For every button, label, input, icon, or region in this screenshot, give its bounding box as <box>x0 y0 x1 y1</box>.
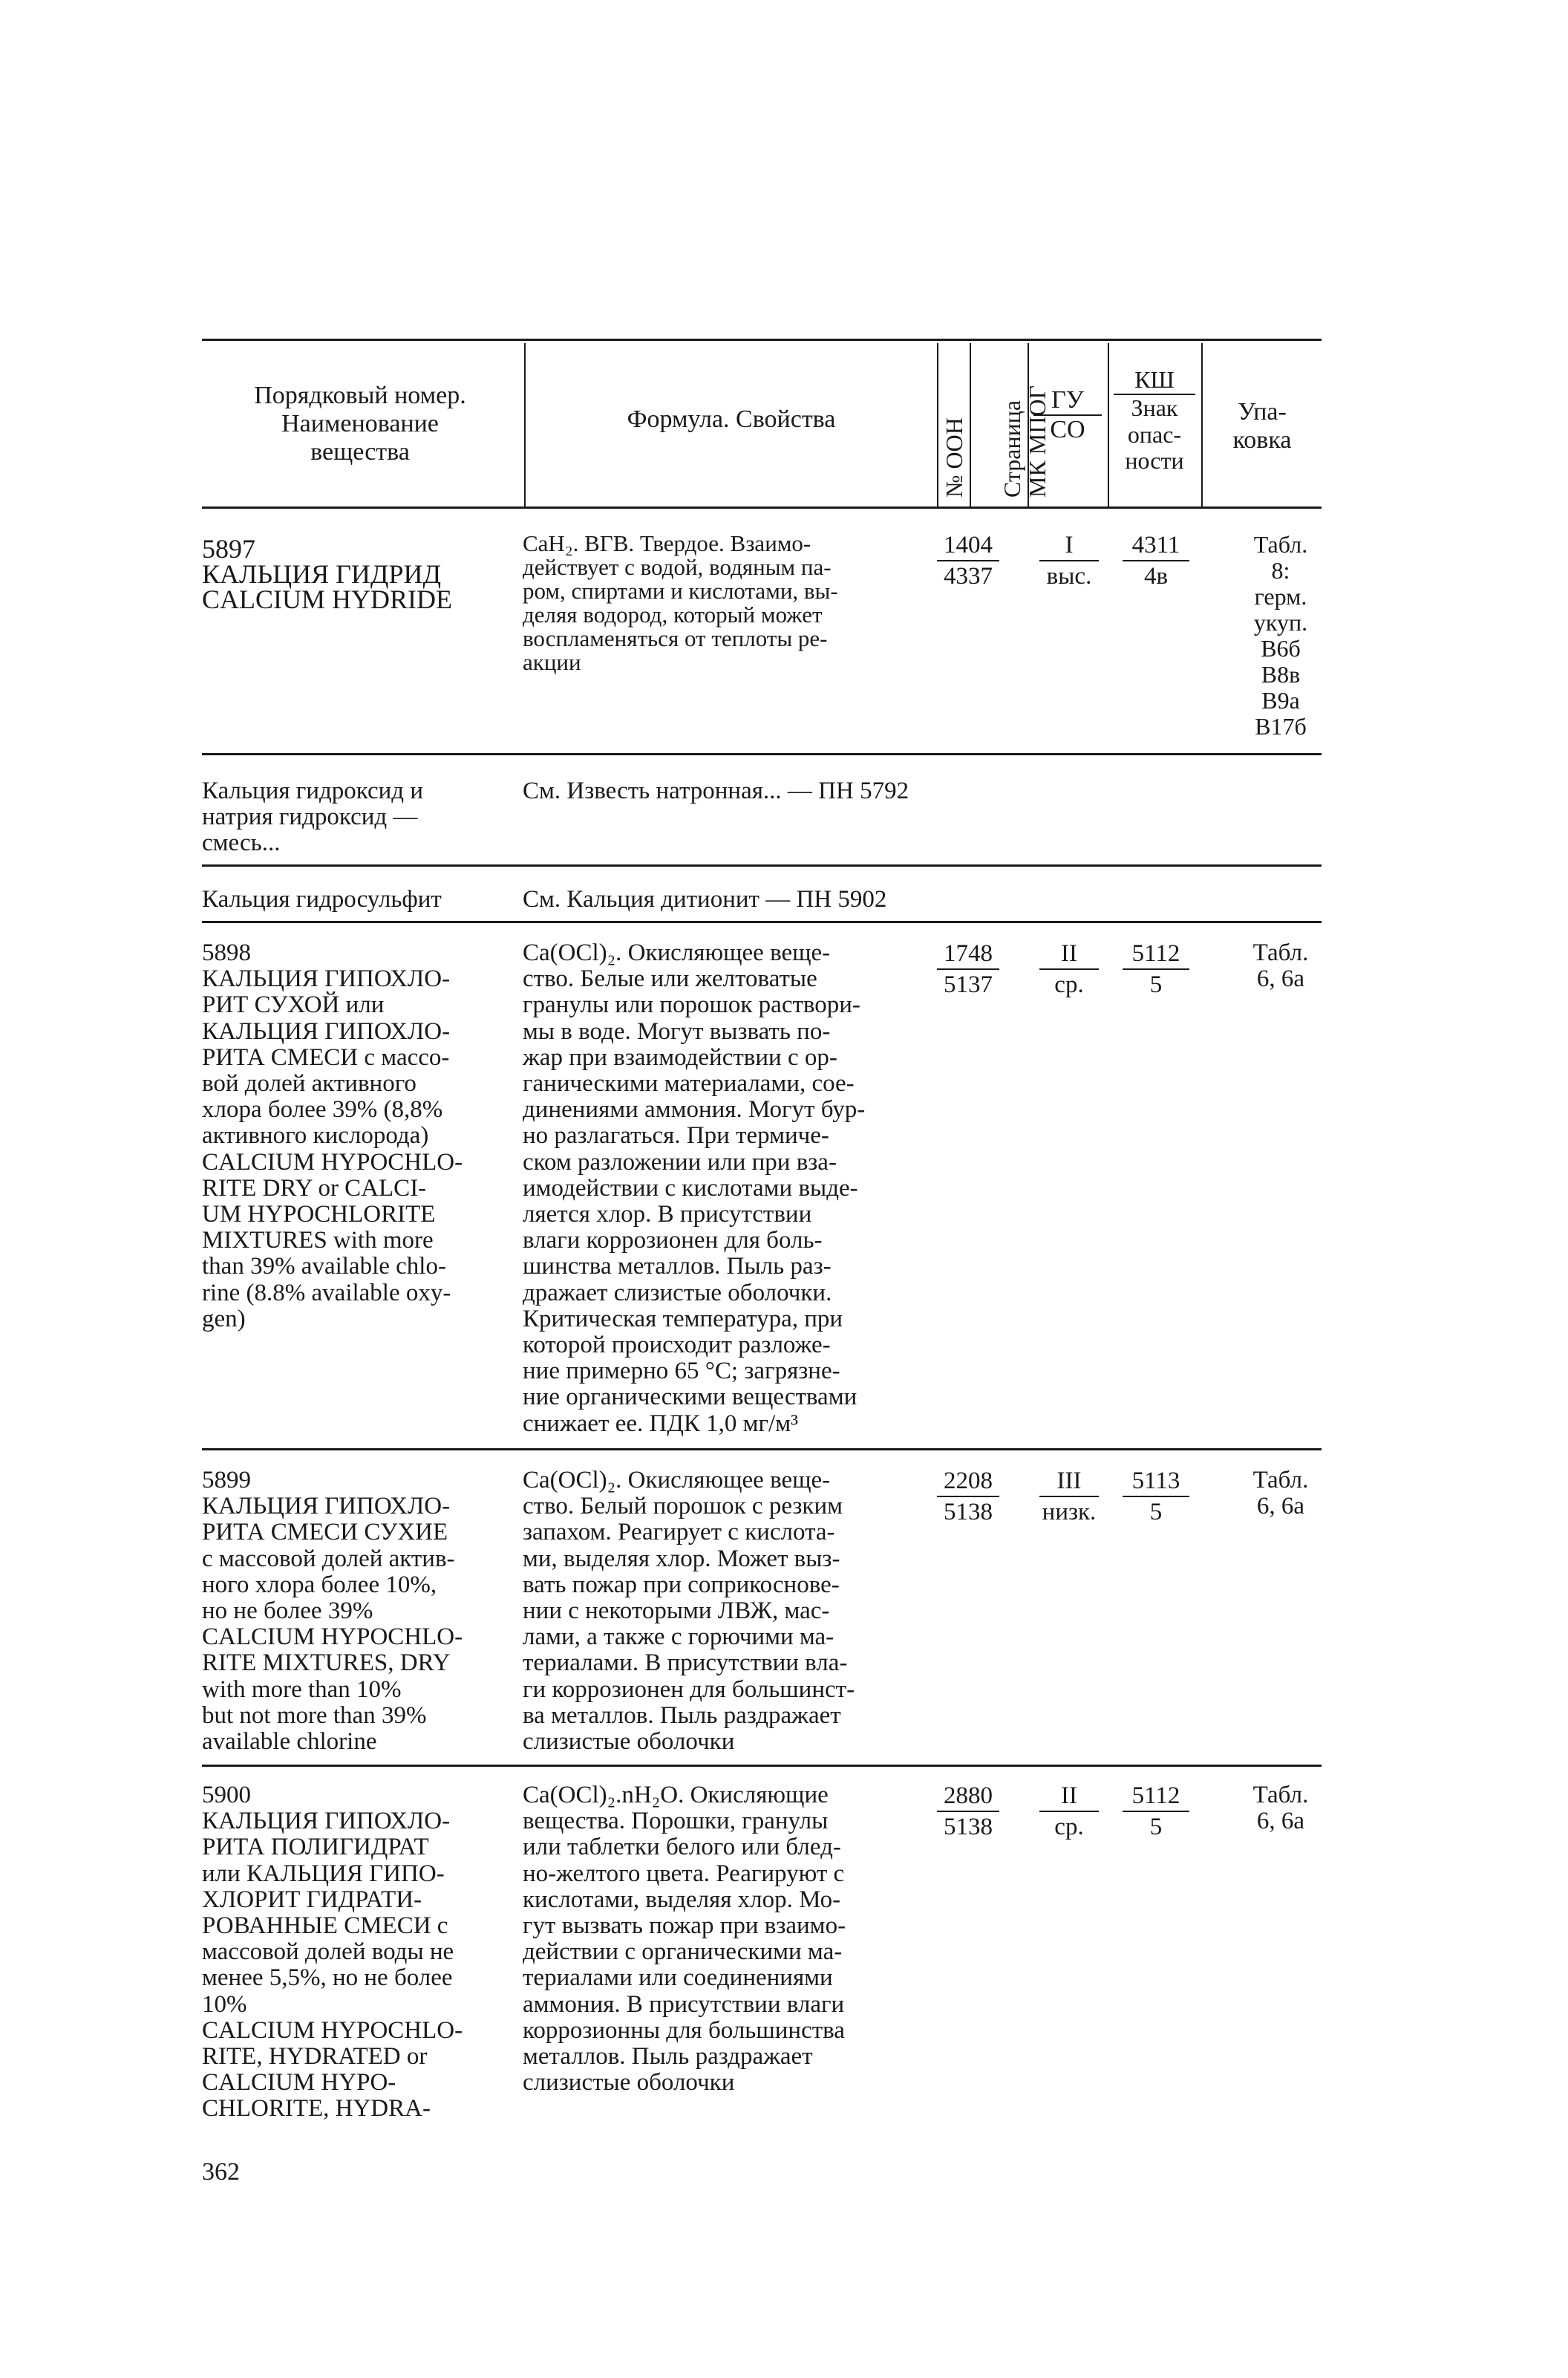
header-divider <box>937 343 938 506</box>
header-divider <box>970 343 971 506</box>
page-number: 362 <box>202 2158 240 2186</box>
crossref-text: См. Кальция дитионит — ПН 5902 <box>523 886 887 913</box>
entry-separator <box>202 921 1322 923</box>
entry-properties: Ca(OCl)₂.nH₂O. Окисляющие вещества. Порошки, гранулы или таблетки белого или блед- но-желтого цвета. Реагируют с кислотами, выделяя хлор. Мо- гут вызвать пожар при взаимо- действии с органическими ма- териалами или соединениями аммония. В присутствии влаги коррозионны для большинства металлов. Пыль раздражает слизистые оболочки <box>523 1782 846 2097</box>
gu-co-fraction: III низк. <box>1039 1467 1099 1525</box>
header-divider <box>1201 343 1203 506</box>
entry-packaging: Табл. 6, 6а <box>1252 939 1309 993</box>
ksh-sign-fraction: $\frac{5112}{5}$ <box>1123 1782 1189 1840</box>
crossref-name: Кальция гидросульфит <box>202 886 442 913</box>
entry-name: 5900 КАЛЬЦИЯ ГИПОХЛО- РИТА ПОЛИГИДРАТ или КАЛЬЦИЯ ГИПО- ХЛОРИТ ГИДРАТИ- РОВАННЫЕ СМЕСИ с массовой долей воды не менее 5,5%, но не более 10% CALCIUM HYPOCHLO- RITE, HYDRATED or CALCIUM HYPO- CHLORITE, HYDRA- <box>202 1782 463 2123</box>
un-page-fraction: $\frac{1404}{4337}$ <box>937 532 999 590</box>
entry-packaging: Табл. 8: герм. укуп. В6б В8в В9а В17б <box>1253 531 1308 740</box>
entry-separator <box>202 1448 1322 1450</box>
ksh-sign-fraction: $\frac{5113}{5}$ <box>1123 1467 1189 1525</box>
un-page-fraction: $\frac{1748}{5137}$ <box>937 940 999 998</box>
entry-separator <box>202 864 1322 867</box>
entry-name: 5898 КАЛЬЦИЯ ГИПОХЛО- РИТ СУХОЙ или КАЛЬЦИЯ ГИПОХЛО- РИТА СМЕСИ с массо- вой долей активного хлора более 39% (8,8% активного кислорода) CALCIUM HYPOCHLO- RITE DRY or CALCI- UM HYPOCHLORITE MIXTURES with more than 39% available chlo- rine (8.8% available oxy- gen) <box>202 939 463 1332</box>
header-ksh: КШ Знак опас- ности <box>1114 367 1195 475</box>
header-divider <box>524 343 526 506</box>
entry-packaging: Табл. 6, 6а <box>1252 1467 1309 1520</box>
ksh-sign-fraction: 4311 4в <box>1123 532 1189 590</box>
gu-co-fraction: II ср. <box>1039 1782 1099 1840</box>
header-divider <box>1108 343 1109 506</box>
entry-properties: CaH₂. ВГВ. Твердое. Взаимо- действует с водой, водяным па- ром, спиртами и кислотами, вы- деляя водород, который может воспламеняться от теплоты ре- акции <box>523 530 838 675</box>
gu-co-fraction: I выс. <box>1039 532 1099 590</box>
header-formula-column: Формула. Свойства <box>627 405 836 433</box>
un-page-fraction: $\frac{2880}{5138}$ <box>937 1782 999 1840</box>
header-packaging: Упа- ковка <box>1232 398 1292 455</box>
entry-separator <box>202 753 1322 755</box>
header-bottom-rule <box>202 506 1322 509</box>
entry-packaging: Табл. 6, 6а <box>1252 1782 1309 1835</box>
gu-co-fraction: II ср. <box>1039 940 1099 998</box>
crossref-text: См. Известь натронная... — ПН 5792 <box>523 778 909 804</box>
header-name-column: Порядковый номер. Наименование вещества <box>254 382 466 466</box>
entry-separator <box>202 1765 1322 1767</box>
entry-properties: Ca(OCl)₂. Окисляющее веще- ство. Белый порошок с резким запахом. Реагирует с кислота- ми, выделяя хлор. Может выз- вать пожар при соприкоснове- нии с некоторыми ЛВЖ, мас- лами, а также с горючими ма- териалами. В присутствии вла- ги коррозионен для большинст- ва металлов. Пыль раздражает слизистые оболочки <box>523 1467 855 1756</box>
header-gu: ГУ СО <box>1033 386 1102 444</box>
header-top-rule <box>202 339 1322 341</box>
entry-name: 5899 КАЛЬЦИЯ ГИПОХЛО- РИТА СМЕСИ СУХИЕ с массовой долей актив- ного хлора более 10%, но не более 39% CALCIUM HYPOCHLO- RITE MIXTURES, DRY with more than 10% but not more than 39% available chlorine <box>202 1467 463 1756</box>
header-page-ref: Страница МК МПОГ <box>999 385 1051 498</box>
ksh-sign-fraction: $\frac{5112}{5}$ <box>1123 940 1189 998</box>
entry-name: 5897 КАЛЬЦИЯ ГИДРИД CALCIUM HYDRIDE <box>202 534 452 614</box>
entry-properties: Ca(OCl)₂. Окисляющее веще- ство. Белые или желтоватые гранулы или порошок раствори- мы в воде. Могут вызвать по- жар при взаимодействии с ор- ганическими материалами, сое- динениями аммония. Могут бур- но разлагаться. При термиче- ском разложении или при вза- имодействии с кислотами выде- ляется хлор. В присутствии влаги коррозионен для боль- шинства металлов. Пыль раз- дражает слизистые оболочки. Критическая температура, при которой происходит разложе- ние примерно 65 °С; загрязне- ние органическими веществами снижает ее. ПДК 1,0 мг/м³ <box>523 939 866 1437</box>
crossref-name: Кальция гидроксид и натрия гидроксид — смесь... <box>202 778 423 857</box>
un-page-fraction: $\frac{2208}{5138}$ <box>937 1467 999 1525</box>
header-un-number: № ООН <box>941 417 967 498</box>
